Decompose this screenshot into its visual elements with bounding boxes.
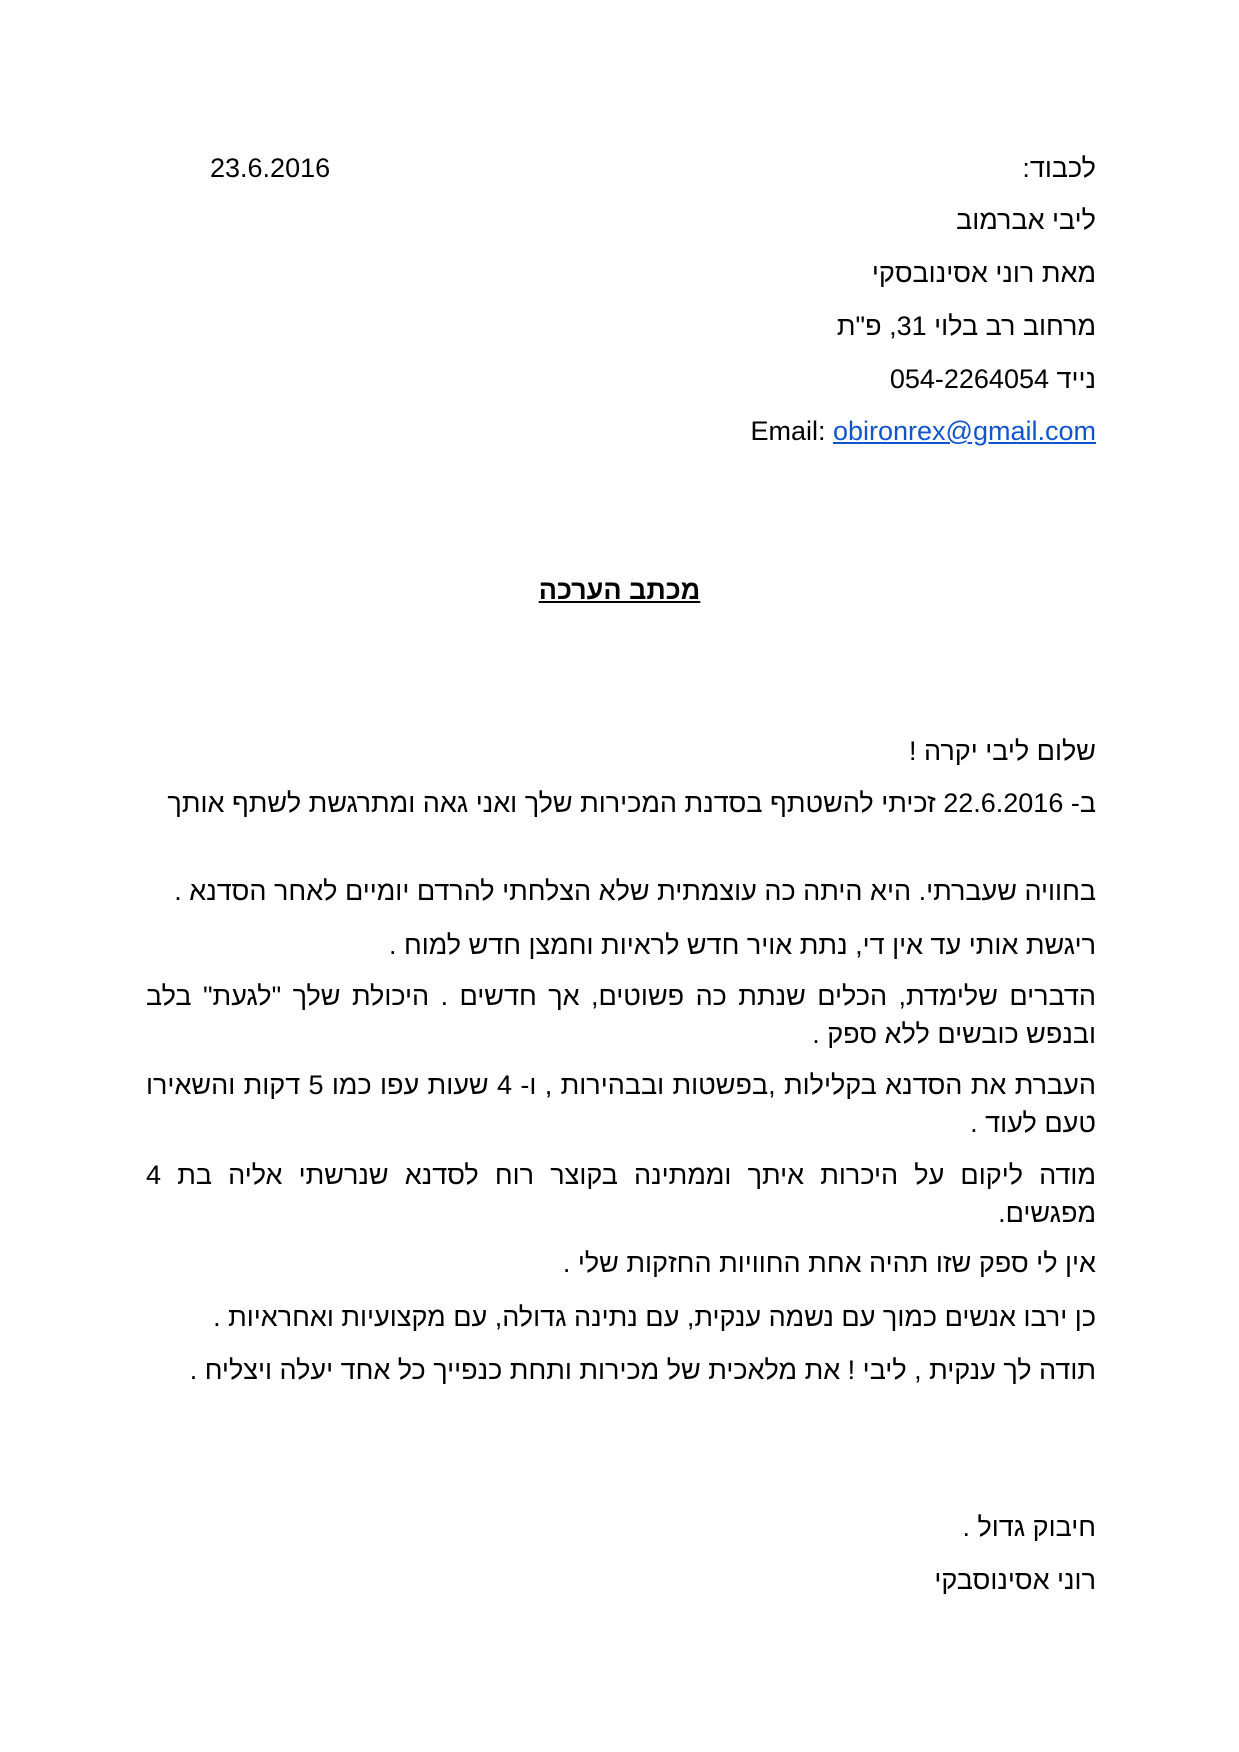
sender-name: מאת רוני אסינובסקי: [871, 258, 1096, 288]
email-label: Email:: [750, 416, 826, 446]
to-label: לכבוד:: [1022, 153, 1096, 183]
body-paragraph-1: ב- 22.6.2016 זכיתי להשטתף בסדנת המכירות שלך ואני גאה ומתרגשת לשתף אותך: [167, 788, 1096, 818]
recipient-name: ליבי אברמוב: [956, 205, 1096, 235]
letter-title: מכתב הערכה: [538, 575, 701, 605]
body-paragraph-3: ריגשת אותי עד אין די, נתת אויר חדש לראיות וחמצן חדש למוח .: [388, 930, 1096, 960]
body-paragraph-7: אין לי ספק שזו תהיה אחת החוויות החזקות שלי .: [562, 1248, 1096, 1278]
body-paragraph-4: הדברים שלימדת, הכלים שנתת כה פשוטים, אך חדשים . היכולת שלך "לגעת" בלב ובנפש כובשים ללא ספק .: [146, 981, 1096, 1049]
greeting: שלום ליבי יקרה !: [909, 736, 1096, 766]
body-paragraph-5: העברת את הסדנא בקלילות ,בפשטות ובבהירות , ו- 4 שעות עפו כמו 5 דקות והשאירו טעם לעוד .: [146, 1070, 1096, 1138]
body-paragraph-6: מודה ליקום על היכרות איתך וממתינה בקוצר רוח לסדנא שנרשתי אליה בת 4 מפגשים.: [146, 1160, 1096, 1228]
email-link[interactable]: obironrex@gmail.com: [833, 416, 1096, 446]
body-paragraph-8: כן ירבו אנשים כמוך עם נשמה ענקית, עם נתינה גדולה, עם מקצועיות ואחראיות .: [213, 1302, 1096, 1332]
sender-address: מרחוב רב בלוי 31, פ"ת: [836, 311, 1096, 341]
closing-hug: חיבוק גדול .: [962, 1512, 1096, 1542]
letter-date: 23.6.2016: [210, 153, 331, 183]
body-paragraph-9: תודה לך ענקית , ליבי ! את מלאכית של מכירות ותחת כנפייך כל אחד יעלה ויצליח .: [189, 1355, 1096, 1385]
body-paragraph-2: בחוויה שעברתי. היא היתה כה עוצמתית שלא הצלחתי להרדם יומיים לאחר הסדנא .: [174, 876, 1096, 906]
sender-phone: נייד 054-2264054: [889, 364, 1096, 394]
signature: רוני אסינוסבקי: [934, 1565, 1096, 1595]
email-row: [750, 414, 1096, 448]
